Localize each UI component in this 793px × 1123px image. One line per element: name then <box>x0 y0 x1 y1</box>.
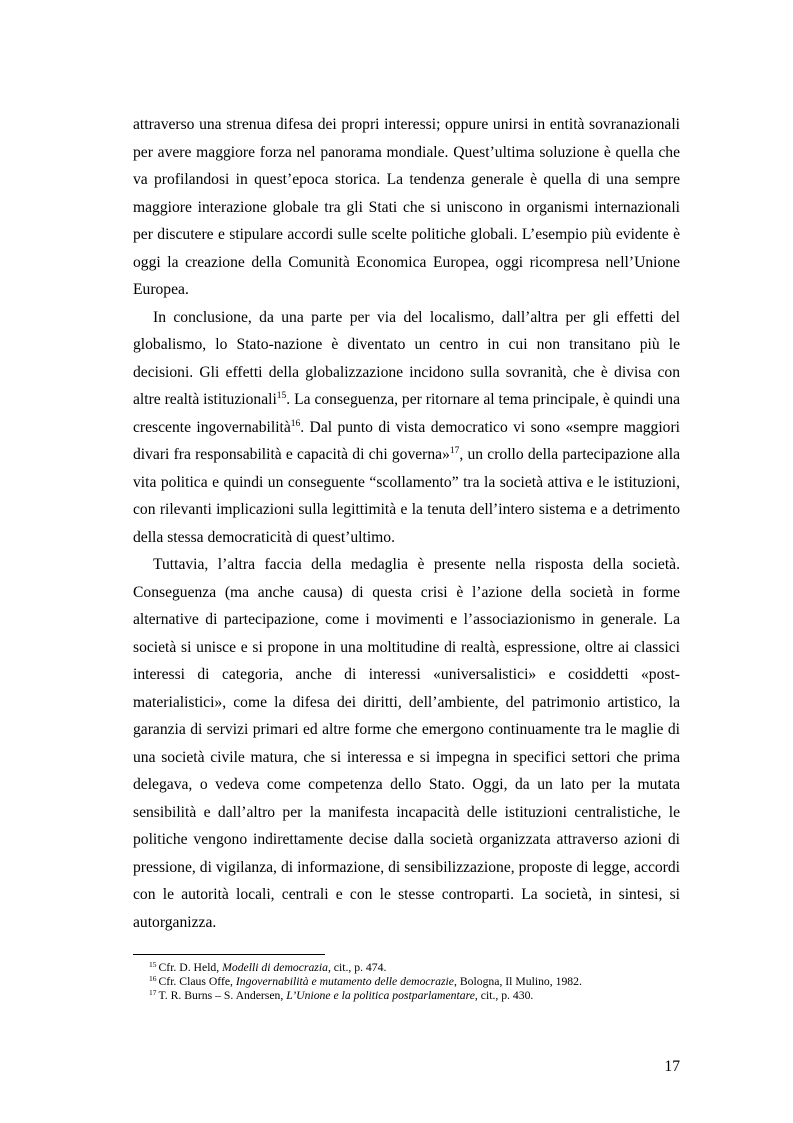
paragraph-1: attraverso una strenua difesa dei propri interessi; oppure unirsi in entità sovranazionali per avere maggiore forza nel panorama mondiale. Quest’ultima soluzione è quella che va profilandosi in quest’epoca storica. La tendenza generale è quella di una sempre maggiore interazione globale tra gli Stati che si uniscono in organismi internazionali per discutere e stipulare accordi sulle scelte politiche globali. L’esempio più evidente è oggi la creazione della Comunità Economica Europea, oggi ricompresa nell’Unione Europea. <box>133 116 680 298</box>
footnote-ref-16[interactable]: 16 <box>290 418 301 429</box>
footnote-16 <box>149 975 689 989</box>
footnote-number: 16 <box>149 974 157 983</box>
paragraph-2-part-1: In conclusione, da una parte per via del localismo, dall’altra per gli effetti del globalismo, lo Stato-nazione è diventato un centro in cui non transitano più le decisioni. Gli effetti della globalizzazione incidono sulla sovranità, che è divisa con altre realtà istituzionali <box>133 308 680 408</box>
paragraph-2-part-3: . Dal punto di vista democratico vi sono «sempre maggiori divari fra responsabilità e capacità di chi governa» <box>133 418 680 463</box>
footnote-ref-15[interactable]: 15 <box>276 391 287 401</box>
page-number: 17 <box>664 1058 680 1075</box>
footnote-separator <box>133 954 325 955</box>
footnote-15 <box>149 961 689 975</box>
paragraph-2-part-2: . La conseguenza, per ritornare al tema principale, è quindi una crescente ingovernabilità <box>133 391 680 436</box>
footnote-text: , cit., p. 430. <box>474 989 534 1002</box>
footnotes <box>149 961 689 1003</box>
footnote-text: T. R. Burns – S. Andersen, <box>158 989 287 1002</box>
footnote-text: , Bologna, Il Mulino, 1982. <box>454 975 582 988</box>
paragraph-2-part-4: , un crollo della partecipazione alla vita politica e quindi un conseguente “scollamento” tra la società attiva e le istituzioni, con rilevanti implicazioni sulla legittimità e la tenuta dell’intero sistema e a detrimento della stessa democraticità di quest’ultimo. <box>133 446 680 546</box>
footnote-text: , cit., p. 474. <box>327 961 387 974</box>
paragraph-2 <box>133 304 680 552</box>
footnote-number: 17 <box>149 988 157 997</box>
footnote-number: 15 <box>149 960 157 969</box>
footnote-title: L’Unione e la politica postparlamentare <box>286 989 475 1002</box>
footnote-title: Modelli di democrazia <box>222 961 328 974</box>
footnote-text: Cfr. D. Held, <box>158 961 223 974</box>
body-text <box>133 111 680 936</box>
footnote-title: Ingovernabilità e mutamento delle democrazie <box>235 975 454 988</box>
footnote-17 <box>149 989 689 1003</box>
footnote-text: Cfr. Claus Offe, <box>158 975 236 988</box>
paragraph-3: Tuttavia, l’altra faccia della medaglia è presente nella risposta della società. Conseguenza (ma anche causa) di questa crisi è l’azione della società in forme alternative di partecipazione, come i movimenti e l’associazionismo in generale. La società si unisce e si propone in una moltitudine di realtà, espressione, oltre ai classici interessi di categoria, anche di interessi «universalistici» e cosiddetti «post-materialistici», come la difesa dei diritti, dell’ambiente, del patrimonio artistico, la garanzia di servizi primari ed altre forme che emergono continuamente tra le maglie di una società civile matura, che si interessa e si impegna in specifici settori che prima delegava, o vedeva come competenza dello Stato. Oggi, da un lato per la mutata sensibilità e dall’altro per la manifesta incapacità delle istituzioni centralistiche, le politiche vengono indirettamente decise dalla società organizzata attraverso azioni di pressione, di vigilanza, di informazione, di sensibilizzazione, proposte di legge, accordi con le autorità locali, centrali e con le stesse controparti. La società, in sintesi, si autorganizza. <box>133 556 680 931</box>
footnote-ref-17[interactable]: 17 <box>449 446 460 456</box>
